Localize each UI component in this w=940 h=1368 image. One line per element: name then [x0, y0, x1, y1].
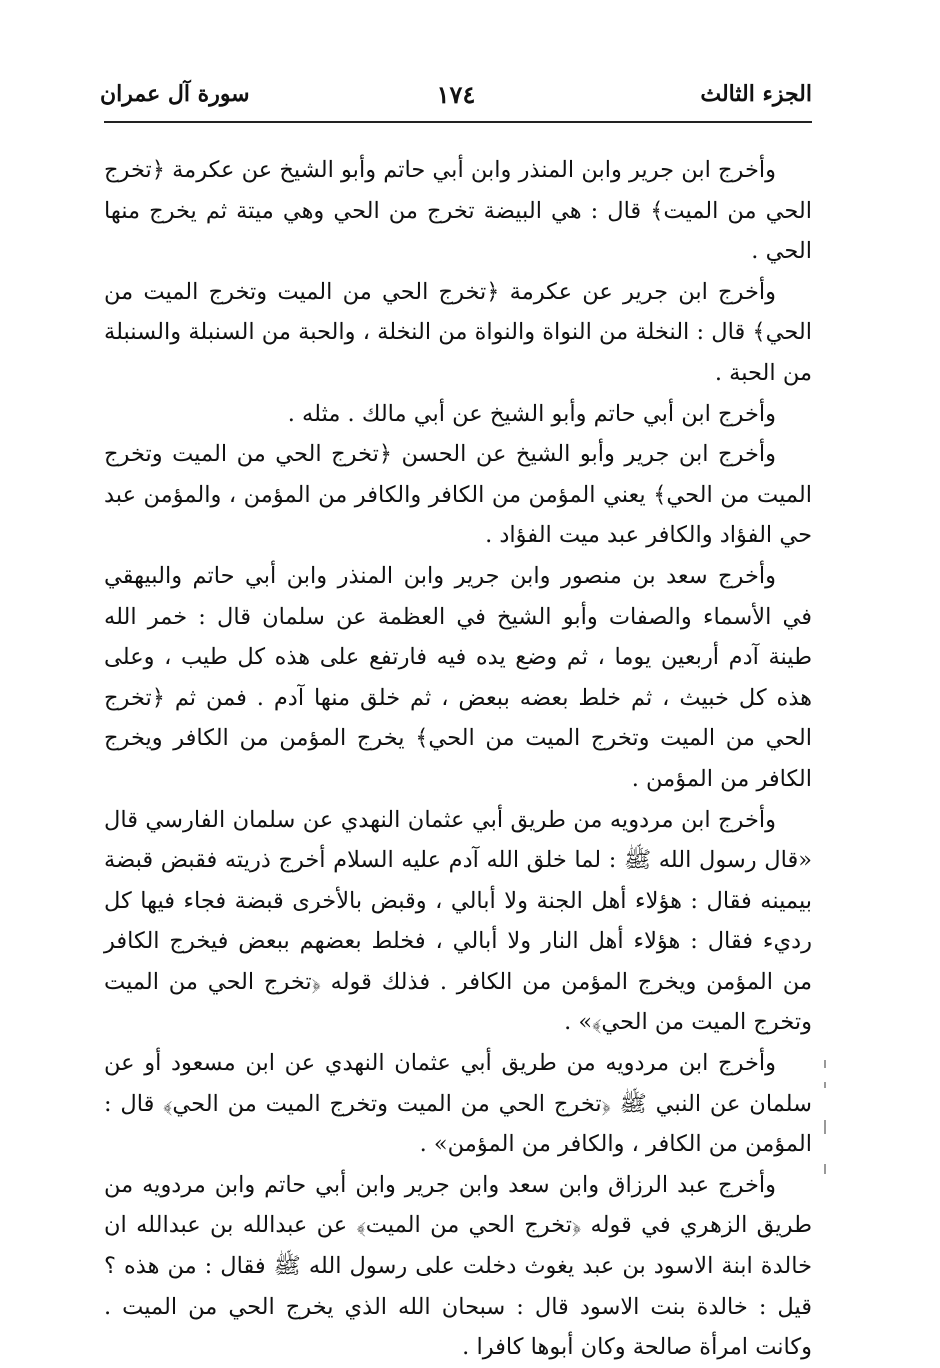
page-body — [104, 150, 812, 1368]
surah-title: سورة آل عمران — [100, 81, 250, 107]
paragraph-2: وأخرج ابن جرير عن عكرمة ﴿تخرج الحي من الميت وتخرج الميت من الحي﴾ قال : النخلة من النواة والنواة من النخلة ، والحبة من السنبلة والسنبلة من الحبة . — [104, 278, 812, 386]
header-rule — [104, 121, 812, 123]
paragraph-4: وأخرج ابن جرير وأبو الشيخ عن الحسن ﴿تخرج الحي من الميت وتخرج الميت من الحي﴾ يعني المؤمن من الكافر والكافر من المؤمن ، والمؤمن عبد حي الفؤاد والكافر عبد ميت الفؤاد . — [104, 441, 812, 549]
paragraph-3: وأخرج ابن أبي حاتم وأبو الشيخ عن أبي مالك . مثله . — [287, 400, 776, 427]
juz-title: الجزء الثالث — [700, 81, 812, 107]
paragraph-6: وأخرج ابن مردويه من طريق أبي عثمان النهدي عن سلمان الفارسي قال «قال رسول الله ﷺ : لما خلق الله آدم عليه السلام أخرج ذريته فقبض قبضة بيمينه فقال : هؤلاء أهل الجنة ولا أبالي ، وقبض بالأخرى قبضة فجاء فيها كل رديء فقال : هؤلاء أهل النار ولا أبالي ، فخلط بعضهم ببعض فيخرج الكافر من المؤمن ويخرج المؤمن من الكافر . فذلك قوله ﴿تخرج الحي من الميت وتخرج الميت من الحي﴾» . — [104, 806, 812, 1036]
paragraph-5: وأخرج سعد بن منصور وابن جرير وابن المنذر وابن أبي حاتم والبيهقي في الأسماء والصفات وأبو الشيخ في العظمة عن سلمان قال : خمر الله طينة آدم أربعين يوما ، ثم وضع يده فيه فارتفع على هذه كل طيب ، وعلى هذه كل خبيث ، ثم خلط بعضه ببعض ، ثم خلق منها آدم . فمن ثم ﴿تخرج الحي من الميت وتخرج الميت من الحي﴾ يخرج المؤمن من الكافر ويخرج الكافر من المؤمن . — [104, 562, 812, 792]
page-number: ١٧٤ — [436, 79, 476, 109]
paragraph-8: وأخرج عبد الرزاق وابن سعد وابن جرير وابن أبي حاتم وابن مردويه من طريق الزهري في قوله ﴿تخرج الحي من الميت﴾ عن عبدالله بن عبدالله ان خالدة ابنة الاسود بن عبد يغوث دخلت على رسول الله ﷺ فقال : من هذه ؟ قيل : خالدة بنت الاسود قال : سبحان الله الذي يخرج الحي من الميت . وكانت امرأة صالحة وكان أبوها كافرا . — [104, 1171, 812, 1361]
paragraph-7: وأخرج ابن مردويه من طريق أبي عثمان النهدي عن ابن مسعود أو عن سلمان عن النبي ﷺ ﴿تخرج الحي من الميت وتخرج الميت من الحي﴾ قال : المؤمن من الكافر ، والكافر من المؤمن» . — [104, 1050, 812, 1158]
margin-scan-marks — [820, 1060, 830, 1180]
page-header — [100, 72, 812, 116]
paragraph-1: وأخرج ابن جرير وابن المنذر وابن أبي حاتم وأبو الشيخ عن عكرمة ﴿تخرج الحي من الميت﴾ قال : هي البيضة تخرج من الحي وهي ميتة ثم يخرج منها الحي . — [104, 157, 812, 265]
